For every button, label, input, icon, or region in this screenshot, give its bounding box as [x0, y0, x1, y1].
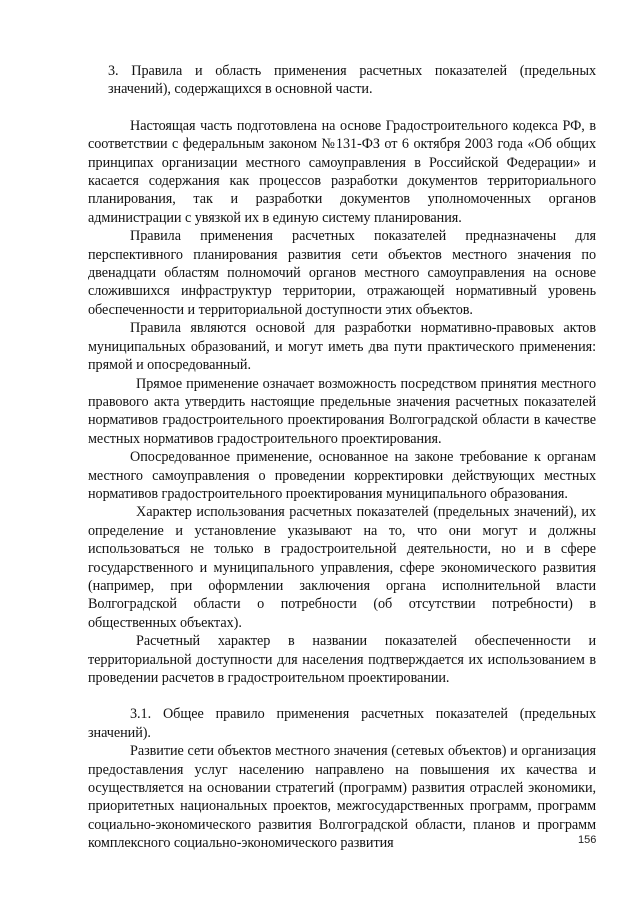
page-number: 156 — [578, 834, 597, 846]
paragraph-usage-character: Характер использования расчетных показателей (предельных значений), их определение и установление указывают на то, что они могут и должны использоваться не только в градостроительной деятельности, но и в сфере государственного и муниципального управления, сфере экономического развития (например, при оформлении заключения органа исполнительной власти Волгоградской области о потребности (об отсутствии потребности) в общественных объектах). — [88, 504, 596, 631]
subsection-heading: 3.1. Общее правило применения расчетных показателей (предельных значений). — [88, 706, 596, 741]
section-heading: 3. Правила и область применения расчетных показателей (предельных значений), содержащихся в основной части. — [108, 63, 596, 98]
paragraph-network-development: Развитие сети объектов местного значения (сетевых объектов) и организация предоставления услуг населению направлено на повышения их качества и осуществляется на основании стратегий (программ) развития отраслей экономики, приоритетных национальных проектов, межгосударственных программ, программ социально-экономического развития Волгоградской области, планов и программ комплексного социально-экономического развития — [88, 743, 596, 852]
paragraph-basis: Настоящая часть подготовлена на основе Градостроительного кодекса РФ, в соответствии с федеральным законом №131-ФЗ от 6 октября 2003 года «Об общих принципах организации местного самоуправления в Российской Федерации» и касается содержания как процессов разработки документов территориального планирования, так и разработки документов уполномоченных органов администрации с увязкой их в единую систему планирования. — [88, 117, 596, 226]
paragraph-direct-application: Прямое применение означает возможность посредством принятия местного правового акта утвердить настоящие предельные значения расчетных показателей нормативов градостроительного проектирования Волгоградской области в качестве местных нормативов градостроительного проектирования. — [88, 375, 596, 447]
paragraph-indirect-application: Опосредованное применение, основанное на законе требование к органам местного самоуправления о проведении корректировки действующих местных нормативов градостроительного проектирования муниципального образования. — [88, 449, 596, 502]
paragraph-legal-basis: Правила являются основой для разработки нормативно-правовых актов муниципальных образований, и могут иметь два пути практического применения: прямой и опосредованный. — [88, 320, 596, 374]
paragraph-calculation-character: Расчетный характер в названии показателей обеспеченности и территориальной доступности для населения подтверждается их использованием в проведении расчетов в градостроительном проектировании. — [88, 633, 596, 686]
page-content — [88, 62, 596, 853]
paragraph-purpose: Правила применения расчетных показателей предназначены для перспективного планирования развития сети объектов местного значения по двенадцати областям полномочий органов местного самоуправления на основе сложившихся инфраструктур территории, отражающей нормативный уровень обеспеченности и территориальной доступности этих объектов. — [88, 228, 596, 318]
